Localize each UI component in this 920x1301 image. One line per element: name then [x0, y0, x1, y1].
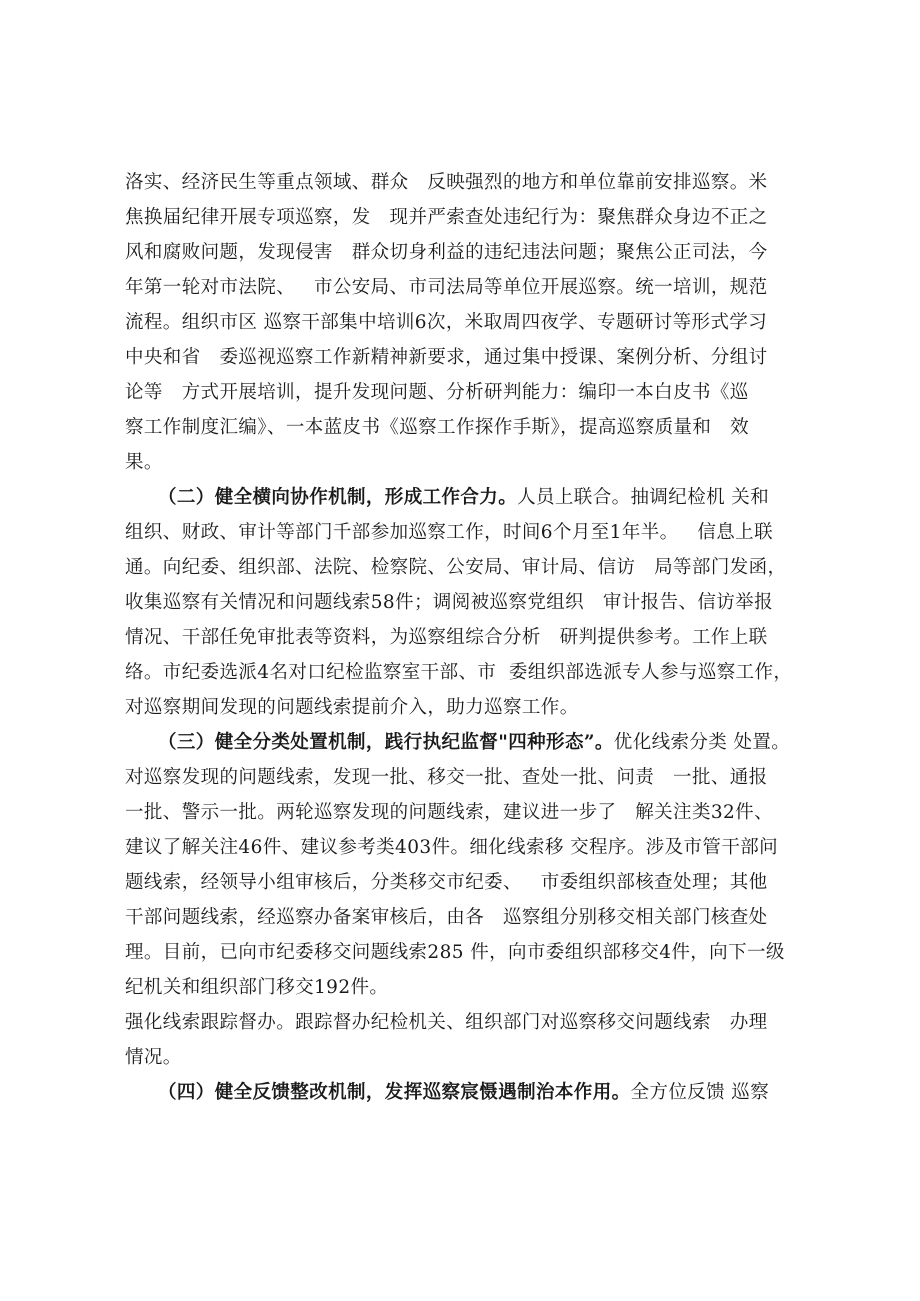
- text-line-20: 干部问题线索，经巡察办备案审核后，由各 巡察组分别移交相关部门核查处: [125, 907, 768, 928]
- text-line-13: 情况、干部任免审批表等资料，为巡察组综合分析 研判提供参考。工作上联: [125, 627, 768, 648]
- section-2-line: [158, 485, 769, 511]
- text-line-5: 流程。组织市区 巡察干部集中培训6次，米取周四夜学、专题研讨等形式学习: [125, 312, 768, 333]
- text-line-16: 对巡察发现的问题线索，发现一批、移交一批、查处一批、问责 一批、通报: [125, 767, 768, 788]
- text-line-11: 通。向纪委、组织部、法院、检察院、公安局、审计局、信访 局等部门发函，: [125, 557, 787, 578]
- text-line-2: 焦换届纪律开展专项巡察，发 现并严索查处违纪行为：聚焦群众身边不正之: [125, 207, 768, 228]
- text-line-12: 收集巡察有关情况和问题线索58件；调阅被巡察党组织 审计报告、信访举报: [125, 592, 773, 613]
- section-2-text: 人员上联合。抽调纪检机 关和: [517, 487, 770, 508]
- text-line-1: 洛实、经济民生等重点领域、群众 反映强烈的地方和单位靠前安排巡察。米: [125, 172, 768, 193]
- text-line-3: 风和腐败问题，发现侵害 群众切身利益的违纪违法问题；聚焦公正司法，今: [125, 242, 768, 263]
- text-line-18: 建议了解关注46件、建议参考类403件。细化线索移 交程序。涉及市管干部问: [125, 837, 779, 858]
- text-line-7: 论等 方式开展培训，提升发现问题、分析研判能力：编印一本白皮书《巡: [125, 382, 749, 403]
- text-line-14: 络。市纪委选派4名对口纪检监察室干部、市 委组织部选派专人参与巡察工作，: [125, 662, 793, 683]
- section-4-heading: （四）健全反馈整改机制，发挥巡察宸慑遇制治本作用。: [158, 1082, 631, 1103]
- text-line-19: 题线索，经领导小组审核后，分类移交市纪委、 市委组织部核查处理；其他: [125, 872, 768, 893]
- text-line-8: 察工作制度汇编》、一本蓝皮书《巡察工作探作手斯》，提高巡察质量和 效: [125, 417, 750, 438]
- section-3-line: [158, 730, 790, 756]
- text-line-17: 一批、警示一批。两轮巡察发现的问题线索，建议进一步了 解关注类32件、: [125, 802, 773, 823]
- text-line-15: 对巡察期间发现的问题线索提前介入，助力巡察工作。: [125, 697, 579, 718]
- text-line-24: 情况。: [125, 1047, 182, 1068]
- section-3-heading: （三）健全分类处置机制，践行执纪监督"四种形态”。: [158, 732, 614, 753]
- text-line-22: 纪机关和组织部门移交192件。: [125, 977, 389, 998]
- section-4-line: [158, 1080, 769, 1106]
- text-line-10: 组织、财政、审计等部门千部参加巡察工作，时间6个月至1年半。 信息上联: [125, 522, 773, 543]
- text-line-4: 年第一轮对市法院、 市公安局、市司法局等单位开展巡察。统一培训，规范: [125, 277, 768, 298]
- section-4-text: 全方位反馈 巡察: [630, 1082, 770, 1103]
- text-line-9: 果。: [125, 452, 163, 473]
- text-line-21: 理。目前，已向市纪委移交问题线索285 件，向市委组织部移交4件，向下一级: [125, 942, 785, 963]
- section-3-text: 优化线索分类 处置。: [613, 732, 791, 753]
- text-line-23: 强化线索跟踪督办。跟踪督办纪检机关、组织部门对巡察移交问题线索 办理: [125, 1012, 768, 1033]
- text-line-6: 中央和省 委巡视巡察工作新精神新要求，通过集中授课、案例分析、分组讨: [125, 347, 768, 368]
- section-2-heading: （二）健全横向协作机制，形成工作合力。: [158, 487, 518, 508]
